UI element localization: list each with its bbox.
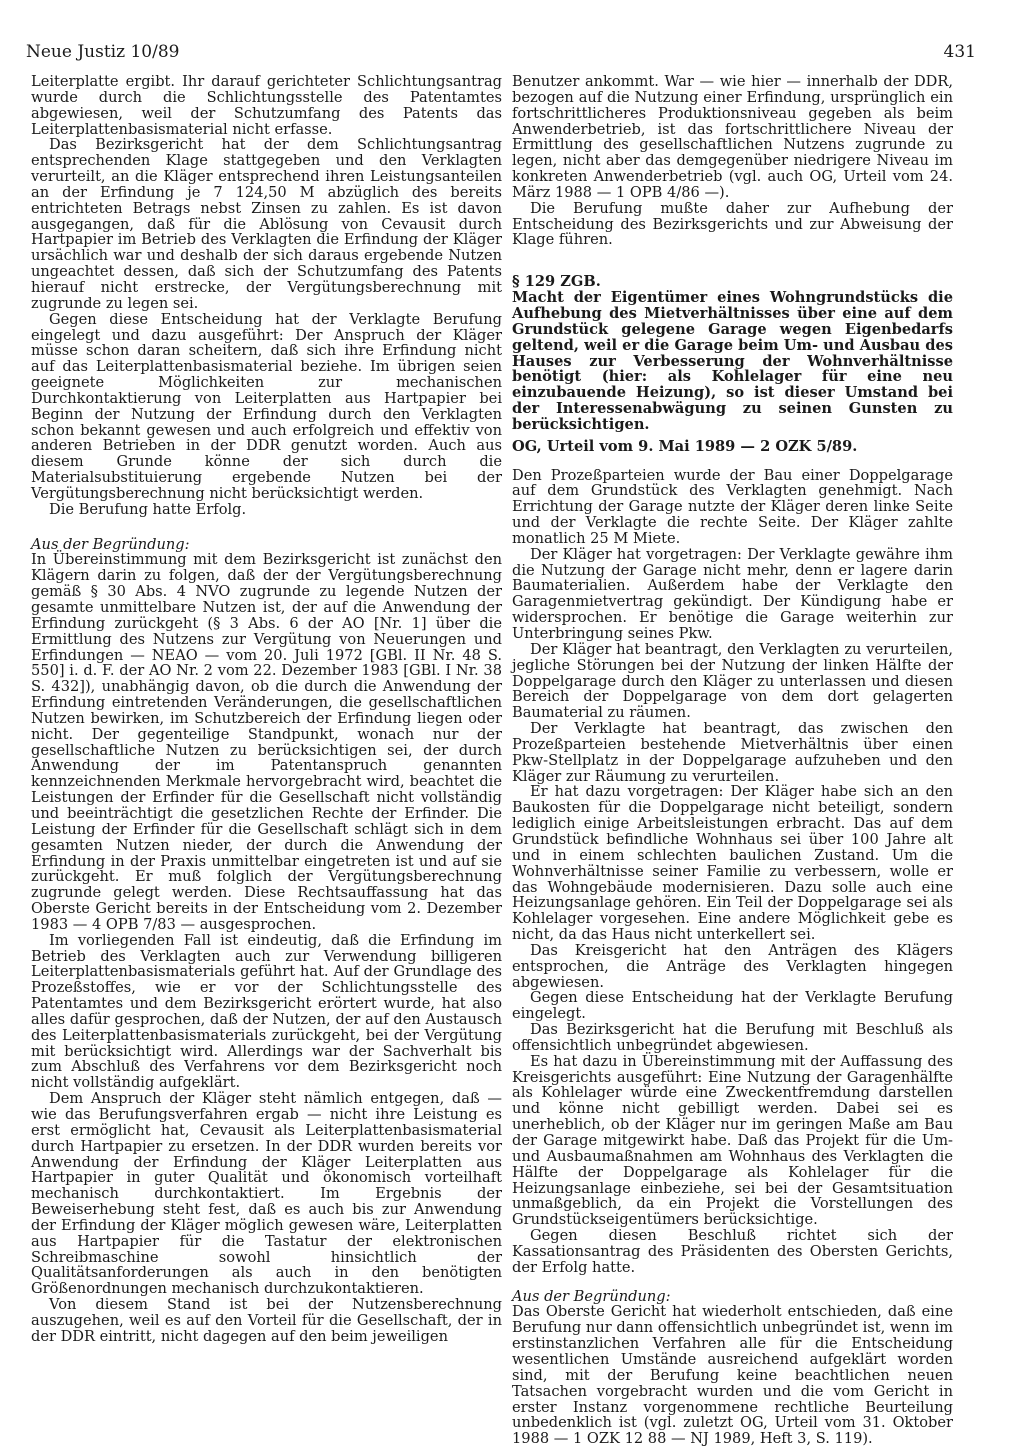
- paragraph: Es hat dazu in Übereinstimmung mit der Auffassung des Kreisgerichts ausgeführt: Eine Nutzung der Garagenhälfte als Kohlelager würde eine Zweckentfremdung darstellen und könne nicht gebilligt werden. Dabei sei es unerheblich, ob der Kläger nur im geringen Maße am Bau der Garage mitgewirkt habe. Daß das Projekt für die Um- und Ausbaumaßnahmen am Wohnhaus des Verklagten die Hälfte der Doppelgarage als Kohlelager für die Heizungsanlage einbeziehe, sei bei der Gesamtsituation unmaßgeblich, da ein Projekt die Vorstellungen des Grundstückseigentümers berücksichtige.: [512, 1052, 953, 1229]
- case-citation: OG, Urteil vom 9. Mai 1989 — 2 OZK 5/89.: [512, 437, 858, 455]
- section-heading: § 129 ZGB.: [512, 273, 601, 291]
- paragraph: Das Kreisgericht hat den Anträgen des Klägers entsprochen, die Anträge des Verklagten hingegen abgewiesen.: [512, 941, 953, 991]
- left-column: [31, 74, 502, 1345]
- page-number: 431: [943, 42, 976, 62]
- paragraph: In Übereinstimmung mit dem Bezirksgericht ist zunächst den Klägern darin zu folgen, daß der der Vergütungsberechnung gemäß § 30 Abs. 4 NVO zugrunde zu legende Nutzen der gesamte unmittelbare Nutzen ist, der auf die Anwendung der Erfindung zurückgeht (§ 3 Abs. 6 der AO [Nr. 1] über die Ermittlung des Nutzens zur Vergütung von Neuerungen und Erfindungen — NEAO — vom 20. Juli 1972 [GBl. II Nr. 48 S. 550] i. d. F. der AO Nr. 2 vom 22. Dezember 1983 [GBl. I Nr. 38 S. 432]), unabhängig davon, ob die durch die Anwendung der Erfindung eintretenden Veränderungen, die gesellschaftlichen Nutzen bewirken, im Schutzbereich der Erfindung liegen oder nicht. Der gegenteilige Standpunkt, wonach nur der gesellschaftliche Nutzen zu berücksichtigen sei, der durch Anwendung der im Patentanspruch genannten kennzeichnenden Merkmale hervorgebracht wird, beachtet die Leistungen der Erfinder für die Gesellschaft nicht vollständig und beeinträchtigt die gesetzlichen Rechte der Erfinder. Die Leistung der Erfinder für die Gesellschaft schlägt sich in dem gesamten Nutzen nieder, der durch die Anwendung der Erfindung in der Praxis unmittelbar eingetreten ist und auf sie zurückgeht. Er muß folglich der Vergütungsberechnung zugrunde gelegt werden. Diese Rechtsauffassung hat das Oberste Gericht bereits in der Entscheidung vom 2. Dezember 1983 — 4 OPB 7/83 — ausgesprochen.: [31, 551, 502, 933]
- paragraph: Leiterplatte ergibt. Ihr darauf gerichteter Schlichtungsantrag wurde durch die Schlichtungsstelle des Patentamtes abgewiesen, weil der Schutzumfang des Patents das Leiterplattenbasismaterial nicht erfasse.: [31, 73, 502, 138]
- paragraph: Von diesem Stand ist bei der Nutzensberechnung auszugehen, weil es auf den Vorteil für die Gesellschaft, der in der DDR eintritt, nicht dagegen auf den beim jeweiligen: [31, 1296, 502, 1345]
- right-column: [512, 74, 953, 1447]
- paragraph: Das Bezirksgericht hat die Berufung mit Beschluß als offensichtlich unbegründet abgewiesen.: [512, 1021, 953, 1054]
- paragraph: Der Kläger hat beantragt, den Verklagten zu verurteilen, jegliche Störungen bei der Nutzung der linken Hälfte der Doppelgarage durch den Kläger zu unterlassen und diesen Bereich der Doppelgarage von dem dort gelagerten Baumaterial zu räumen.: [512, 640, 953, 722]
- paragraph: Den Prozeßparteien wurde der Bau einer Doppelgarage auf dem Grundstück des Verklagten genehmigt. Nach Errichtung der Garage nutzte der Kläger deren linke Seite und der Verklagte die rechte Seite. Der Kläger zahlte monatlich 25 M Miete.: [512, 466, 953, 547]
- publication-title: Neue Justiz 10/89: [26, 42, 180, 62]
- headnote: Macht der Eigentümer eines Wohngrundstücks die Aufhebung des Mietverhältnisses über eine auf dem Grundstück gelegene Garage wegen Eigenbedarfs geltend, weil er die Garage beim Um- und Ausbau des Hauses zur Verbesserung der Wohnverhältnisse benötigt (hier: als Kohlelager für eine neu einzubauende Heizung), so ist dieser Umstand bei der Interessenabwägung zu seinen Gunsten zu berücksichtigen.: [512, 289, 953, 433]
- section-subheading: Aus der Begründung:: [512, 1287, 671, 1305]
- paragraph: Der Verklagte hat beantragt, das zwischen den Prozeßparteien bestehende Mietverhältnis über einen Pkw-Stellplatz in der Doppelgarage aufzuheben und den Kläger zur Räumung zu verurteilen.: [512, 720, 953, 785]
- paragraph: Im vorliegenden Fall ist eindeutig, daß die Erfindung im Betrieb des Verklagten auch zur Verwendung billigeren Leiterplattenbasismaterials geführt hat. Auf der Grundlage des Prozeßstoffes, wie er vor der Schlichtungsstelle des Patentamtes und dem Bezirksgericht erörtert wurde, hat also alles dafür gesprochen, daß der Nutzen, der auf den Austausch des Leiterplattenbasismaterials zurückgeht, bei der Vergütung mit berücksichtigt wird. Allerdings war der Sachverhalt bis zum Abschluß des Verfahrens vor dem Bezirksgericht noch nicht vollständig aufgeklärt.: [31, 931, 502, 1092]
- section-subheading: Aus der Begründung:: [31, 535, 190, 553]
- paragraph: Das Bezirksgericht hat der dem Schlichtungsantrag entsprechenden Klage stattgegeben und den Verklagten verurteilt, an die Kläger entsprechend ihren Leistungsanteilen an der Erfindung je 7 124,50 M abzüglich des bereits entrichteten Betrags nebst Zinsen zu zahlen. Es ist davon ausgegangen, daß für die Ablösung von Cevausit durch Hartpapier im Betrieb des Verklagten die Erfindung der Kläger ursächlich war und deshalb der sich daraus ergebende Nutzen ungeachtet dessen, daß sich der Schutzumfang des Patents hierauf nicht erstrecke, der Vergütungsberechnung mit zugrunde zu legen sei.: [31, 136, 502, 312]
- paragraph: Die Berufung hatte Erfolg.: [49, 500, 247, 518]
- paragraph: Benutzer ankommt. War — wie hier — innerhalb der DDR, bezogen auf die Nutzung einer Erfindung, ursprünglich ein fortschrittlicheres Produktionsniveau gegeben als beim Anwenderbetrieb, ist das fortschrittlichere Niveau der Ermittlung des gesellschaftlichen Nutzens zugrunde zu legen, nicht aber das demgegenüber niedrigere Niveau im konkreten Anwenderbetrieb (vgl. auch OG, Urteil vom 24. März 1988 — 1 OPB 4/86 —).: [512, 73, 953, 201]
- paragraph: Gegen diese Entscheidung hat der Verklagte Berufung eingelegt.: [512, 989, 953, 1023]
- paragraph: Der Kläger hat vorgetragen: Der Verklagte gewähre ihm die Nutzung der Garage nicht mehr, denn er lagere darin Baumaterialien. Außerdem habe der Verklagte den Garagenmietvertrag gekündigt. Der Kündigung habe er widersprochen. Er benötige die Garage weiterhin zur Unterbringung seines Pkw.: [512, 545, 953, 642]
- paragraph: Gegen diese Entscheidung hat der Verklagte Berufung eingelegt und dazu ausgeführt: Der Anspruch der Kläger müsse schon daran scheitern, daß sich ihre Erfindung nicht auf das Leiterplattenbasismaterial beziehe. Im übrigen seien geeignete Möglichkeiten zur mechanischen Durchkontaktierung von Leiterplatten aus Hartpapier bei Beginn der Nutzung der Erfindung durch den Verklagten schon bekannt gewesen und auch erfolgreich und effektiv von anderen Betrieben in der DDR genutzt worden. Auch aus diesem Grunde könne der sich durch die Materialsubstituierung ergebende Nutzen bei der Vergütungsberechnung nicht berücksichtigt werden.: [31, 310, 502, 502]
- paragraph: Das Oberste Gericht hat wiederholt entschieden, daß eine Berufung nur dann offensichtlich unbegründet ist, wenn im erstinstanzlichen Verfahren alle für die Entscheidung wesentlichen Umstände ausreichend aufgeklärt worden sind, mit der Berufung keine beachtlichen neuen Tatsachen vorgebracht wurden und die vom Gericht in erster Instanz vorgenommene rechtliche Beurteilung unbedenklich ist (vgl. zuletzt OG, Urteil vom 31. Oktober 1988 — 1 OZK 12 88 — NJ 1989, Heft 3, S. 119).: [512, 1303, 953, 1447]
- page-header: [26, 42, 1000, 64]
- paragraph: Die Berufung mußte daher zur Aufhebung der Entscheidung des Bezirksgerichts und zur Abweisung der Klage führen.: [512, 199, 953, 249]
- paragraph: Gegen diesen Beschluß richtet sich der Kassationsantrag des Präsidenten des Obersten Gerichts, der Erfolg hatte.: [512, 1227, 953, 1276]
- paragraph: Dem Anspruch der Kläger steht nämlich entgegen, daß — wie das Berufungsverfahren ergab — nicht ihre Leistung es erst ermöglicht hat, Cevausit als Leiterplattenbasismaterial durch Hartpapier zu ersetzen. In der DDR wurden bereits vor Anwendung der Erfindung der Kläger Leiterplatten aus Hartpapier in guter Qualität und ökonomisch vorteilhaft mechanisch durchkontaktiert. Im Ergebnis der Beweiserhebung steht fest, daß es auch bis zur Anwendung der Erfindung der Kläger möglich gewesen wäre, Leiterplatten aus Hartpapier für die Tastatur der elektronischen Schreibmaschine sowohl hinsichtlich der Qualitätsanforderungen als auch in den benötigten Größenordnungen mechanisch durchzukontaktieren.: [31, 1090, 502, 1298]
- paragraph: Er hat dazu vorgetragen: Der Kläger habe sich an den Baukosten für die Doppelgarage nicht beteiligt, sondern lediglich einige Arbeitsleistungen erbracht. Das auf dem Grundstück befindliche Wohnhaus sei über 100 Jahre alt und in einem schlechten baulichen Zustand. Um die Wohnverhältnisse seiner Familie zu verbessern, wolle er das Wohngebäude modernisieren. Dazu solle auch eine Heizungsanlage gehören. Ein Teil der Doppelgarage sei als Kohlelager vorgesehen. Eine andere Möglichkeit gebe es nicht, da das Haus nicht unterkellert sei.: [512, 783, 953, 944]
